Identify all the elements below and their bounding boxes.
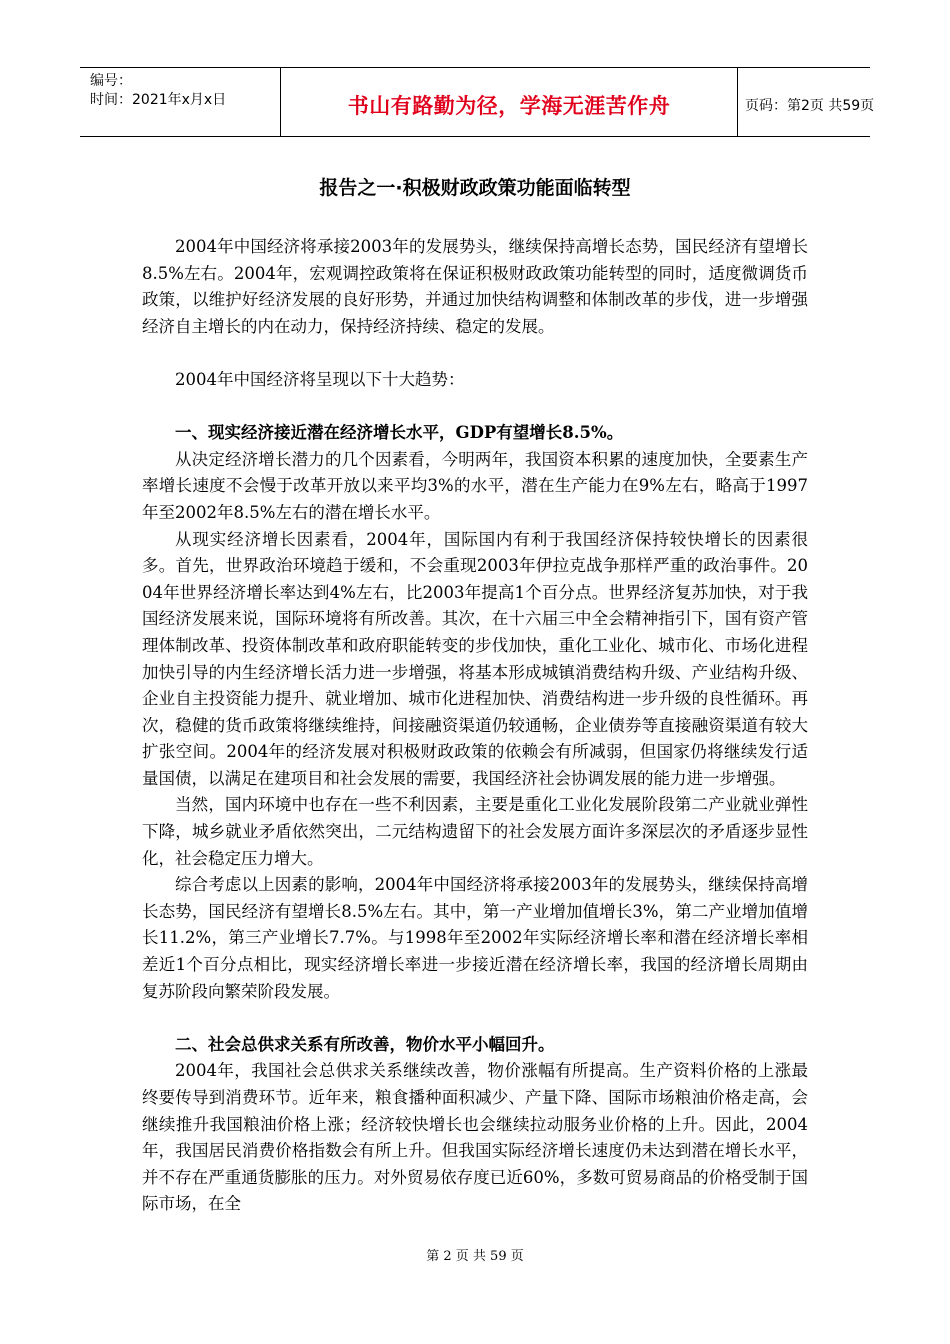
body-paragraph: 2004年，我国社会总供求关系继续改善，物价涨幅有所提高。生产资料价格的上涨最终要传导到消费环节。近年来，粮食播种面积减少、产量下降、国际市场粮油价格走高，会继续推升我国粮油价格上涨；经济较快增长也会继续拉动服务业价格的上升。因此，2004年，我国居民消费价格指数会有所上升。但我国实际经济增长速度仍未达到潜在增长水平，并不存在严重通货膨胀的压力。对外贸易依存度已近60%，多数可贸易商品的价格受制于国际市场，在全: [142, 1061, 808, 1214]
header-motto-cell: [280, 68, 738, 136]
page-info: 页码：第2页 共59页: [745, 98, 875, 114]
body-paragraph: 从现实经济增长因素看，2004年，国际国内有利于我国经济保持较快增长的因素很多。首先，世界政治环境趋于缓和，不会重现2003年伊拉克战争那样严重的政治事件。2004年世界经济增长率达到4%左右，比2003年提高1个百分点。世界经济复苏加快，对于我国经济发展来说，国际环境将有所改善。其次，在十六届三中全会精神指引下，国有资产管理体制改革、投资体制改革和政府职能转变的步伐加快，重化工业化、城市化、市场化进程加快引导的内生经济增长活力进一步增强，将基本形成城镇消费结构升级、产业结构升级、企业自主投资能力提升、就业增加、城市化进程加快、消费结构进一步升级的良性循环。再次，稳健的货币政策将继续维持，间接融资渠道仍较通畅，企业债券等直接融资渠道有较大扩张空间。2004年的经济发展对积极财政政策的依赖会有所减弱，但国家仍将继续发行适量国债，以满足在建项目和社会发展的需要，我国经济社会协调发展的能力进一步增强。: [142, 529, 808, 788]
motto-text: 书山有路勤为径，学海无涯苦作舟: [347, 94, 671, 118]
intro-paragraph: 2004年中国经济将呈现以下十大趋势：: [175, 369, 465, 389]
body-paragraph: 从决定经济增长潜力的几个因素看，今明两年，我国资本积累的速度加快，全要素生产率增长速度不会慢于改革开放以来平均3%的水平，潜在生产能力在9%左右，略高于1997年至2002年8.5%左右的潜在增长水平。: [142, 449, 808, 522]
section-heading: 一、现实经济接近潜在经济增长水平，GDP有望增长8.5%。: [175, 423, 624, 443]
number-label: 编号：: [90, 73, 132, 89]
section-heading: 二、社会总供求关系有所改善，物价水平小幅回升。: [175, 1034, 555, 1054]
body-paragraph: 当然，国内环境中也存在一些不利因素，主要是重化工业化发展阶段第二产业就业弹性下降，城乡就业矛盾依然突出，二元结构遗留下的社会发展方面许多深层次的矛盾逐步显性化，社会稳定压力增大。: [142, 795, 808, 868]
header-table: [80, 67, 875, 137]
intro-paragraph: 2004年中国经济将承接2003年的发展势头，继续保持高增长态势，国民经济有望增长8.5%左右。2004年，宏观调控政策将在保证积极财政政策功能转型的同时，适度微调货币政策，以维护好经济发展的良好形势，并通过加快结构调整和体制改革的步伐，进一步增强经济自主增长的内在动力，保持经济持续、稳定的发展。: [142, 237, 808, 336]
date-label: 时间：2021年x月x日: [90, 92, 227, 108]
document-title: 报告之一·积极财政政策功能面临转型: [319, 177, 631, 199]
document-body: [142, 234, 808, 1218]
header-meta-cell: [80, 68, 280, 136]
header-page-cell: [737, 68, 875, 136]
page-footer: 第 2 页 共 59 页: [426, 1249, 524, 1264]
body-paragraph: 综合考虑以上因素的影响，2004年中国经济将承接2003年的发展势头，继续保持高增长态势，国民经济有望增长8.5%左右。其中，第一产业增加值增长3%，第二产业增加值增长11.2%，第三产业增长7.7%。与1998年至2002年实际经济增长率和潜在经济增长率相差近1个百分点相比，现实经济增长率进一步接近潜在经济增长率，我国的经济增长周期由复苏阶段向繁荣阶段发展。: [142, 875, 808, 1001]
